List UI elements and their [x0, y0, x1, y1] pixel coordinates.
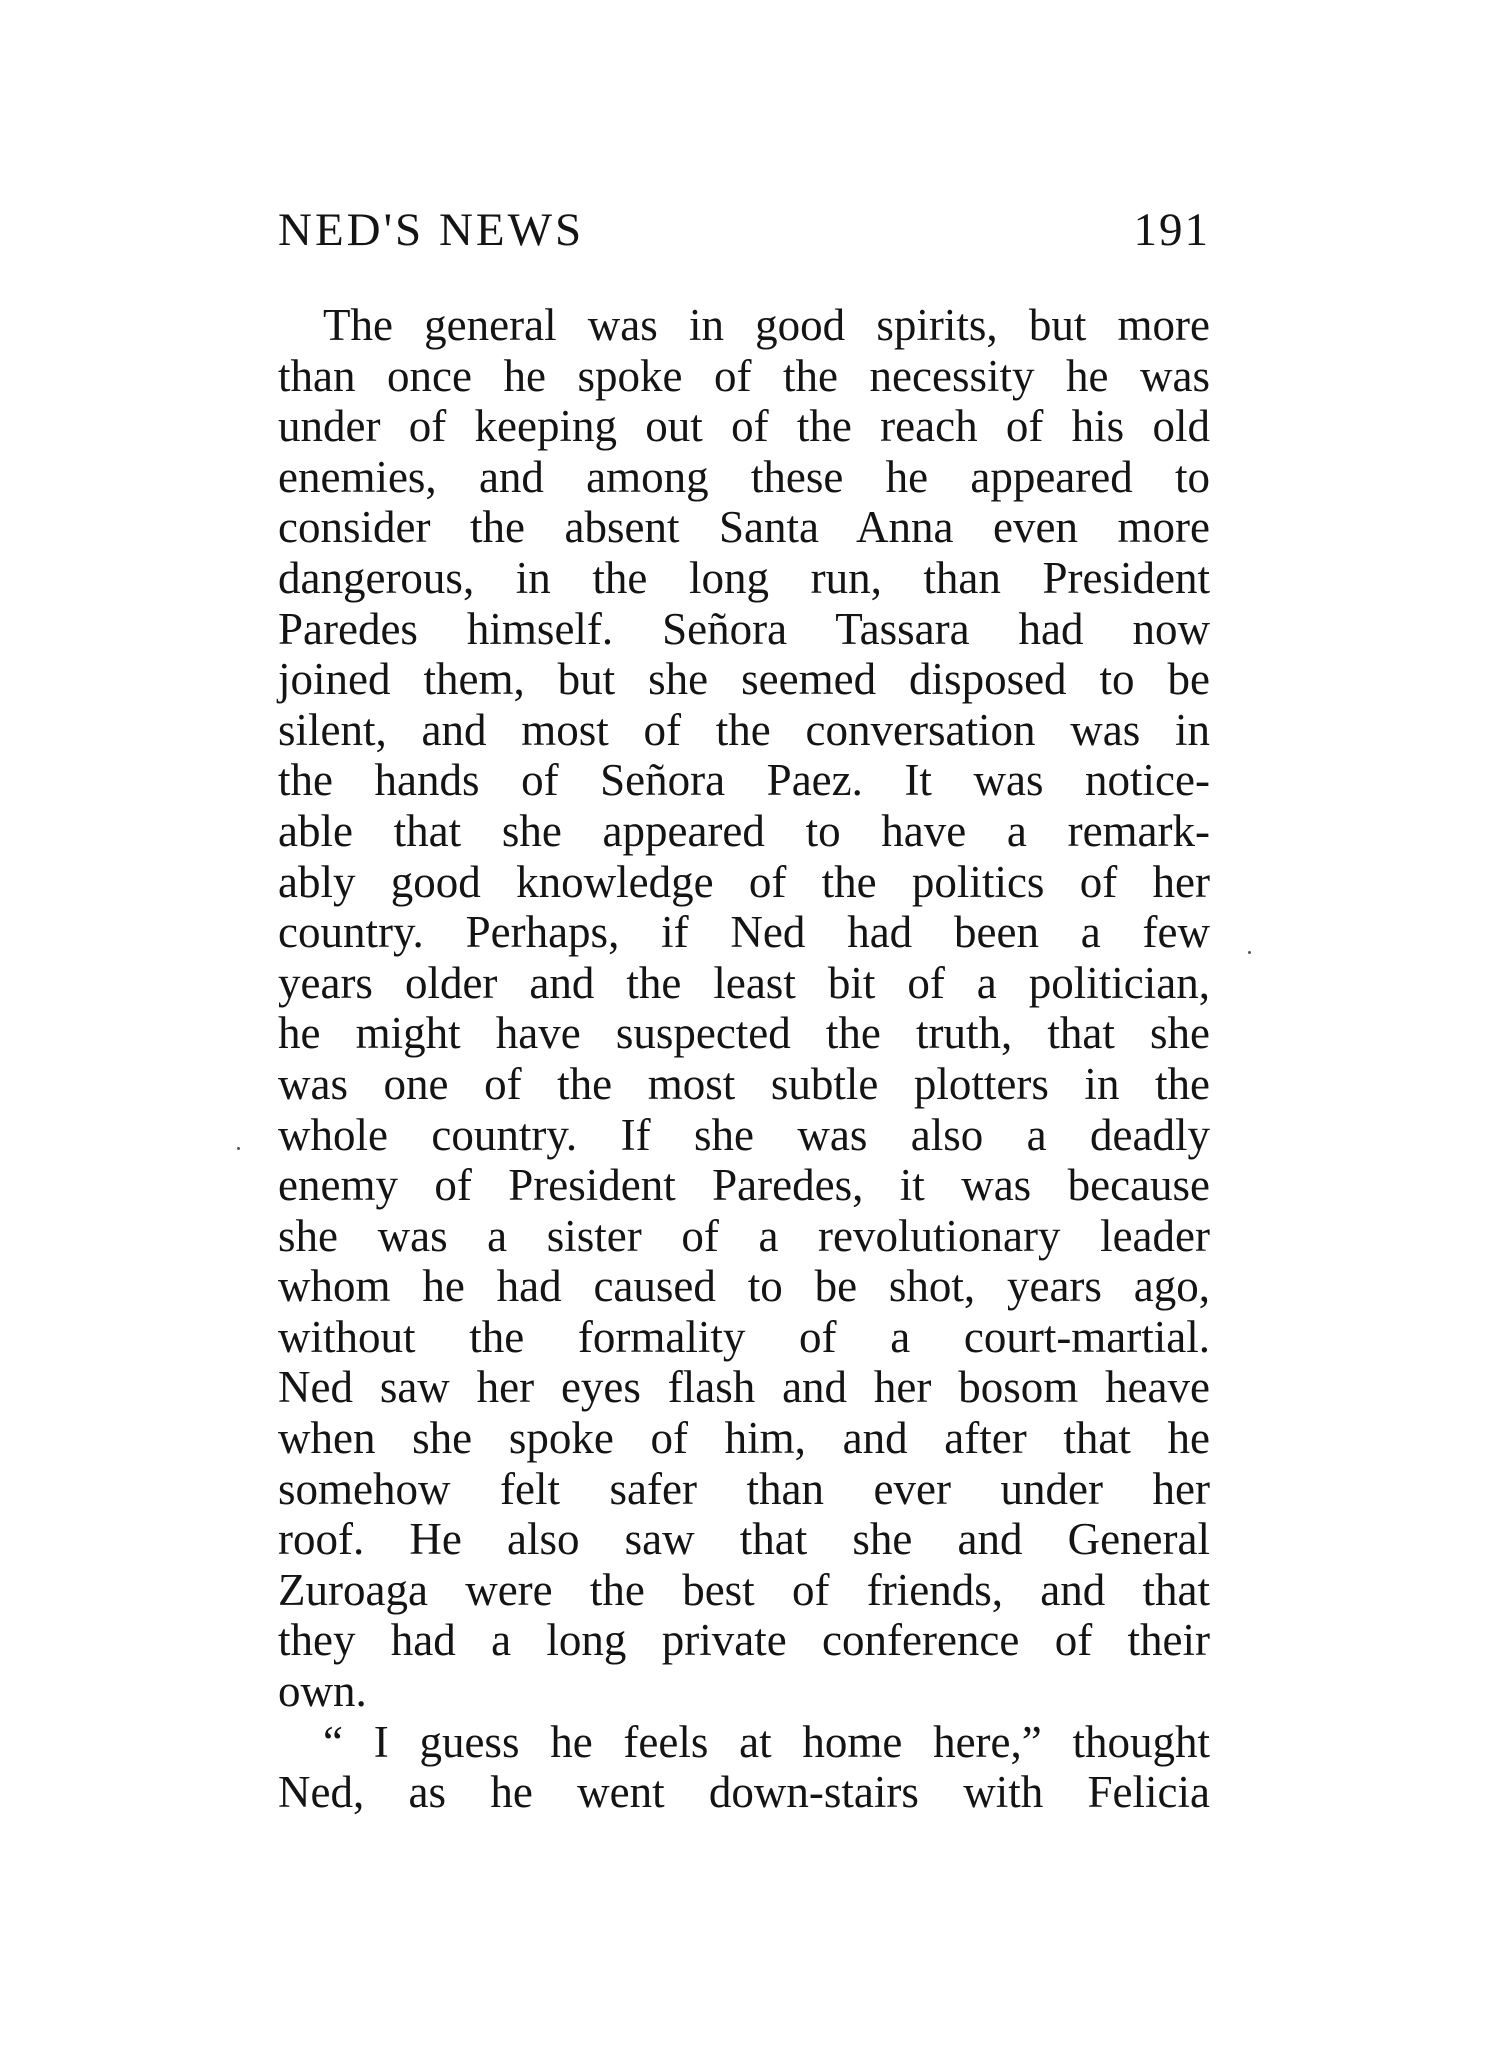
- text-line: own.: [278, 1666, 367, 1717]
- text-line: whole country. If she was also a deadly: [278, 1109, 1210, 1160]
- text-line: joined them, but she seemed disposed to be: [278, 654, 1210, 705]
- text-line: “ I guess he feels at home here,” thought: [323, 1716, 1210, 1767]
- text-line: whom he had caused to be shot, years ago,: [278, 1261, 1210, 1312]
- text-line: enemy of President Paredes, it was because: [278, 1160, 1210, 1211]
- text-line: when she spoke of him, and after that he: [278, 1413, 1210, 1464]
- running-title: NED'S NEWS: [278, 204, 585, 256]
- running-head: [278, 200, 1210, 260]
- text-line: the hands of Señora Paez. It was notice-: [278, 755, 1210, 806]
- text-line: The general was in good spirits, but more: [323, 300, 1210, 350]
- text-line: silent, and most of the conversation was in: [278, 704, 1210, 755]
- text-line: enemies, and among these he appeared to: [278, 451, 1210, 502]
- paragraph-1: [278, 300, 1210, 1717]
- text-line: Ned, as he went down-stairs with Felicia: [278, 1767, 1210, 1818]
- text-line: Paredes himself. Señora Tassara had now: [278, 603, 1210, 654]
- text-line: under of keeping out of the reach of his old: [278, 401, 1210, 452]
- text-line: somehow felt safer than ever under her: [278, 1463, 1210, 1514]
- text-line: he might have suspected the truth, that she: [278, 1008, 1210, 1059]
- text-line: than once he spoke of the necessity he was: [278, 350, 1210, 401]
- text-line: Zuroaga were the best of friends, and that: [278, 1564, 1210, 1615]
- text-line: roof. He also saw that she and General: [278, 1514, 1210, 1565]
- paragraph-2: [278, 1717, 1210, 1818]
- text-line: able that she appeared to have a remark-: [278, 805, 1210, 856]
- text-line: Ned saw her eyes flash and her bosom heave: [278, 1362, 1210, 1413]
- text-line: consider the absent Santa Anna even more: [278, 502, 1210, 553]
- text-line: years older and the least bit of a politician,: [278, 957, 1210, 1008]
- text-line: ably good knowledge of the politics of her: [278, 856, 1210, 907]
- text-line: without the formality of a court-martial.: [278, 1311, 1210, 1362]
- body-text: [278, 300, 1210, 1818]
- ink-speck: [237, 1147, 240, 1150]
- text-line: she was a sister of a revolutionary leader: [278, 1210, 1210, 1261]
- text-line: they had a long private conference of their: [278, 1615, 1210, 1666]
- page-number: 191: [1133, 204, 1210, 256]
- text-line: was one of the most subtle plotters in the: [278, 1058, 1210, 1109]
- text-line: dangerous, in the long run, than President: [278, 552, 1210, 603]
- ink-speck: [1248, 951, 1251, 954]
- text-line: country. Perhaps, if Ned had been a few: [278, 907, 1210, 958]
